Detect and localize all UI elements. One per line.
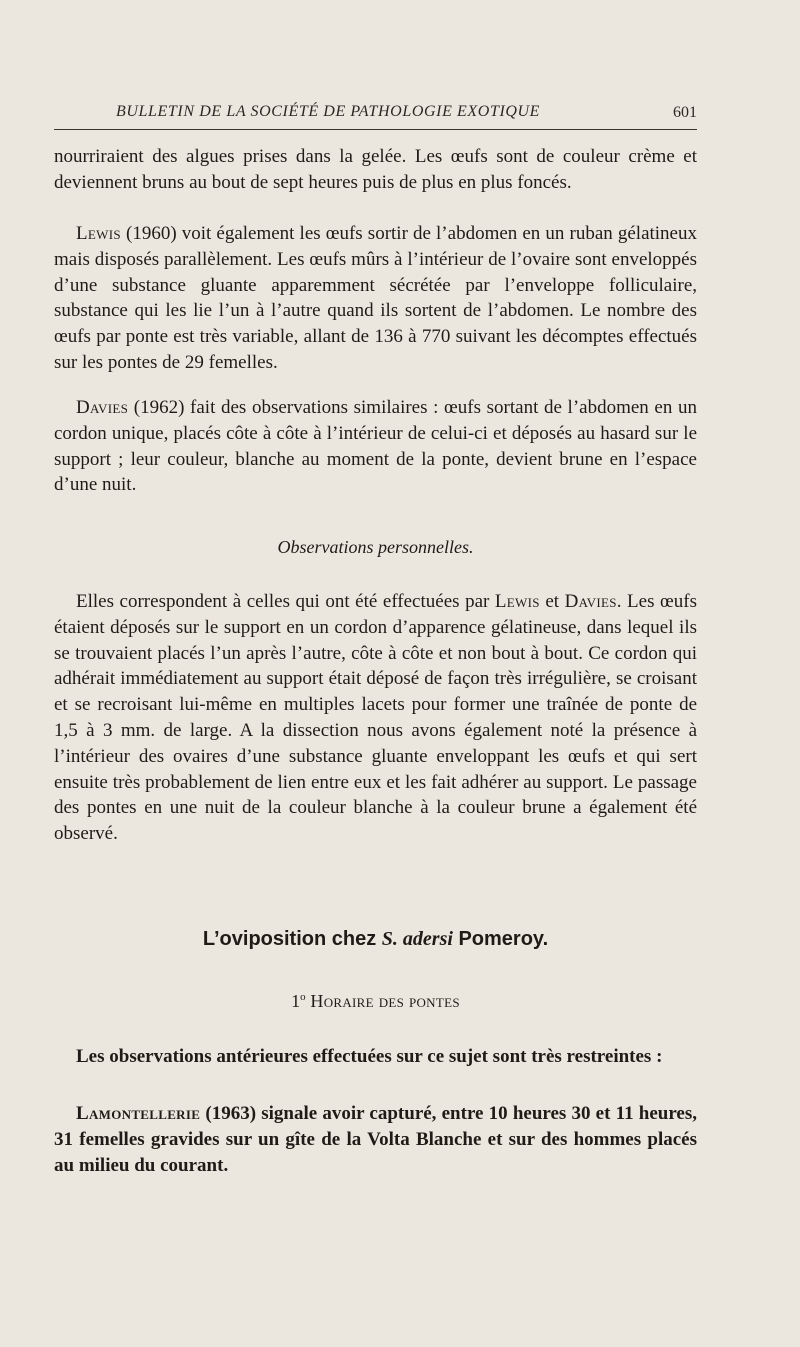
paragraph-text: (1962) fait des observations similaires : œufs sortant de l’abdomen en un cordon unique, placés côte à côte à l’intérieur de celui-ci et déposés au hasard sur le support ; leur couleur, blanche au moment de la ponte, devient brune en l’espace d’une nuit. <box>54 397 697 496</box>
page-number: 601 <box>673 104 697 121</box>
paragraph-text: Elles correspondent à celles qui ont été effectuées par <box>76 591 495 612</box>
author-name: Davies <box>564 591 617 612</box>
author-name: Davies <box>76 397 129 418</box>
subsection-heading <box>54 991 697 1012</box>
subsection-number: 1 <box>291 991 301 1011</box>
paragraph-observations <box>54 589 697 847</box>
paragraph-continuation <box>54 144 697 196</box>
section-heading-observations: Observations personnelles. <box>277 537 474 557</box>
chapter-heading <box>54 928 697 951</box>
paragraph-text: (1960) voit également les œufs sortir de l’abdomen en un ruban gélatineux mais disposés parallèlement. Les œufs mûrs à l’intérieur de l’ovaire sont enveloppés d’une substance gluante apparemment sécrétée par l’enveloppe folliculaire, substance qui les lie l’un à l’autre quand ils sortent de l’abdomen. Le nombre des œufs par ponte est très variable, allant de 136 à 770 suivant les décomptes effectués sur les pontes de 29 femelles. <box>54 223 697 373</box>
running-header <box>54 103 697 130</box>
paragraph-davies <box>54 395 697 498</box>
subsection-title: Horaire des pontes <box>305 991 460 1011</box>
species-name: S. adersi <box>381 928 453 950</box>
paragraph-lewis <box>54 221 697 376</box>
heading-text: L’oviposition chez <box>202 928 382 950</box>
paragraph-text: Les observations antérieures effectuées sur ce sujet sont très restreintes : <box>76 1046 663 1067</box>
author-name: Lewis <box>76 223 121 244</box>
journal-title: BULLETIN DE LA SOCIÉTÉ DE PATHOLOGIE EXOTIQUE <box>116 103 541 120</box>
heading-text: Pomeroy. <box>452 928 549 950</box>
paragraph-intro-oviposition <box>54 1044 697 1070</box>
paragraph-text: et <box>539 591 565 612</box>
paragraph-lamontellerie <box>54 1101 697 1178</box>
paragraph-text: . Les œufs étaient déposés sur le support en un cordon d’apparence gélatineuse, dans lequel ils se trouvaient placés l’un après l’autre, côte à côte et non bout à bout. Ce cordon qui adhérait immédiatement au support était déposé de façon très irrégulière, se croisant et se recroisant lui-même en multiples lacets pour former une traînée de ponte de 1,5 à 3 mm. de large. A la dissection nous avons également noté la présence à l’intérieur des ovaires d’une substance gluante enveloppant les œufs et qui sert ensuite très probablement de lien entre eux et les fait adhérer au support. Le passage des pontes en une nuit de la couleur blanche à la couleur brune a également été observé. <box>54 591 697 845</box>
author-name: Lewis <box>494 591 540 612</box>
author-name: Lamontellerie <box>76 1103 201 1124</box>
ordinal-mark: o <box>300 991 306 1003</box>
paragraph-text: nourriraient des algues prises dans la gelée. Les œufs sont de couleur crème et deviennent bruns au bout de sept heures puis de plus en plus foncés. <box>54 146 697 193</box>
paragraph-text: (1963) signale avoir capturé, entre 10 heures 30 et 11 heures, 31 femelles gravides sur un gîte de la Volta Blanche et sur des hommes placés au milieu du courant. <box>54 1103 697 1176</box>
